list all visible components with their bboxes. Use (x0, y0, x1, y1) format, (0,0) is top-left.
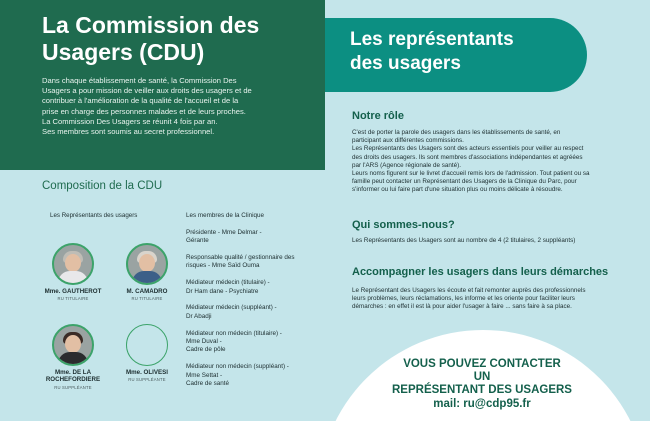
clinic-member (186, 254, 316, 271)
accompany-heading: Accompagner les usagers dans leurs démarches (352, 266, 609, 278)
role-line: participant aux différentes commissions. (352, 137, 464, 145)
clinic-member-line: Cadre de santé (186, 380, 230, 388)
intro-line: prise en charge des personnes malades et de leurs proches. (42, 106, 246, 116)
rep-name: M. CAMADRO (126, 288, 168, 295)
rep-card (112, 324, 182, 382)
clinic-member-line: Médiateur non médecin (titulaire) - (186, 329, 282, 337)
avatar (52, 324, 94, 366)
role-line: s'informer ou lui faire part d'une situation plus ou moins délicate à résoudre. (352, 186, 563, 194)
role-line: C'est de porter la parole des usagers dans les établissements de santé, en (352, 129, 561, 136)
intro-line: Dans chaque établissement de santé, la Commission Des (42, 76, 237, 85)
avatar (52, 243, 94, 285)
cdu-intro-text (42, 76, 314, 137)
clinic-member-line: Médiateur médecin (suppléant) - (186, 304, 277, 312)
accompany-text (352, 287, 620, 312)
intro-line: Usagers a pour mission de veiller aux droits des usagers et de (42, 86, 252, 96)
representatives-banner (325, 18, 587, 92)
accompany-line: démarches : en effet il est là pour aider l'usager à faire ... sans faire à sa place. (352, 303, 572, 311)
banner-title-line1: Les représentants (350, 29, 514, 50)
clinic-member (186, 304, 316, 321)
role-text (352, 129, 620, 195)
rep-role: RU TITULAIRE (131, 296, 163, 302)
clinic-member-line: Gérante (186, 237, 209, 245)
intro-line: contribuer à l'amélioration de la qualité de l'accueil et de la (42, 96, 239, 106)
cdu-intro-panel (0, 0, 325, 170)
rep-role: RU TITULAIRE (57, 296, 89, 302)
cdu-title-line2: Usagers (CDU) (42, 39, 205, 65)
clinic-member-line: Responsable qualité / gestionnaire des (186, 254, 295, 261)
clinic-member (186, 330, 316, 355)
accompany-line: Le Représentant des Usagers les écoute et fait remonter auprès des professionnels (352, 287, 586, 294)
cdu-title (42, 12, 312, 66)
clinic-member (186, 229, 316, 246)
rep-name: Mme. GAUTHEROT (44, 288, 102, 295)
rep-role: RU SUPPLÉANTE (54, 384, 92, 390)
clinic-member (186, 363, 316, 388)
role-line: famille peut contacter un Représentant des Usagers de la Clinique du Parc, pour (352, 178, 577, 186)
avatar-placeholder (126, 324, 168, 366)
clinic-member-line: Médiateur médecin (titulaire) - (186, 279, 270, 287)
rep-name-line1: Mme. DE LA (54, 369, 92, 376)
rep-role: RU SUPPLÉANTE (128, 377, 166, 383)
clinic-member-line: Présidente - Mme Delmar - (186, 228, 262, 236)
composition-title: Composition de la CDU (42, 180, 163, 192)
role-line: Leurs noms figurent sur le livret d'accueil remis lors de l'admission. Tout patient ou sa (352, 170, 590, 178)
banner-title-line2: des usagers (350, 53, 461, 74)
cta-line: VOUS POUVEZ CONTACTER (403, 358, 561, 370)
intro-line: La Commission Des Usagers se réunit 4 fois par an. (42, 116, 218, 126)
clinic-member-line: Mme Settat - (186, 371, 223, 379)
clinic-member-line: Mme Duval - (186, 338, 222, 346)
reps-column-title: Les Représentants des usagers (50, 212, 138, 219)
contact-cta (380, 358, 584, 411)
role-line: des droits des usagers. Ils sont membres d'associations indépendantes et agréées (352, 153, 583, 161)
clinic-member-line: risques - Mme Saïd Ouma (186, 262, 260, 270)
accompany-line: leurs problèmes, leurs réclamations, les informe et les oriente pour faciliter leurs (352, 295, 575, 303)
clinic-members-list (186, 212, 316, 397)
cta-line: UN (473, 371, 491, 384)
clinic-member-line: Dr Abadji (186, 312, 212, 320)
who-text: Les Représentants des Usagers sont au nombre de 4 (2 titulaires, 2 suppléants) (352, 237, 576, 244)
clinic-members-title: Les membres de la Clinique (186, 212, 265, 219)
rep-name (38, 369, 108, 384)
rep-name-line2: ROCHEFORDIERE (45, 376, 101, 384)
clinic-member-line: Cadre de pôle (186, 346, 226, 354)
role-heading: Notre rôle (352, 110, 404, 122)
rep-name: Mme. OLIVESI (126, 369, 168, 376)
intro-line: Ses membres sont soumis au secret professionnel. (42, 127, 215, 137)
contact-email: mail: ru@cdp95.fr (433, 397, 531, 410)
banner-title (350, 28, 514, 76)
role-line: par l'ARS (Agence régionale de santé). (352, 161, 462, 169)
rep-card (38, 243, 108, 301)
clinic-member-line: Dr Ham dane - Psychiatre (186, 287, 259, 295)
role-line: Les Représentants des Usagers sont des acteurs essentiels pour veiller au respect (352, 145, 584, 153)
cta-line: REPRÉSENTANT DES USAGERS (392, 384, 572, 397)
who-heading: Qui sommes-nous? (352, 219, 455, 231)
rep-card (38, 324, 108, 390)
avatar (126, 243, 168, 285)
cdu-title-line1: La Commission des (42, 12, 260, 38)
rep-card (112, 243, 182, 301)
clinic-member-line: Médiateur non médecin (suppléant) - (186, 363, 289, 371)
clinic-member (186, 279, 316, 296)
